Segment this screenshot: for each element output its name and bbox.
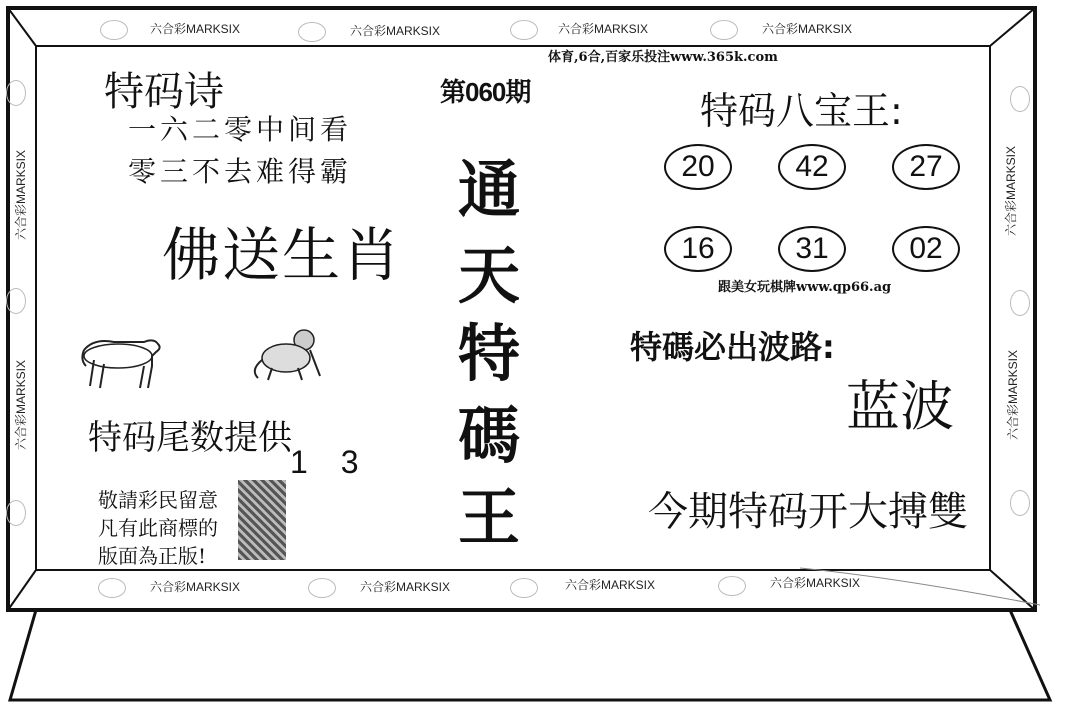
watermark-oval [308, 578, 336, 598]
watermark-bottom-4: 六合彩MARKSIX [770, 576, 861, 590]
number-ball: 27 [892, 144, 960, 190]
watermark-oval [510, 20, 538, 40]
number-ball: 16 [664, 226, 732, 272]
mid-ad: 跟美女玩棋牌www.qp66.ag [718, 280, 892, 295]
watermark-right-1: 六合彩MARKSIX [1004, 145, 1018, 236]
eight-treasure-title: 特码八宝王: [700, 89, 903, 133]
notice-line-3: 版面為正版! [98, 544, 207, 568]
buddha-zodiac-text: 佛送生肖 [162, 221, 403, 289]
center-char-3: 特 [458, 317, 521, 390]
watermark-top-2: 六合彩MARKSIX [350, 24, 441, 38]
trademark-logo [238, 480, 286, 560]
poem-line-1: 一六二零中间看 [128, 113, 353, 146]
watermark-oval [718, 576, 746, 596]
watermark-bottom-2: 六合彩MARKSIX [360, 580, 451, 594]
center-char-1: 通 [458, 153, 521, 226]
poem-title: 特码诗 [104, 69, 224, 115]
center-char-4: 碼 [458, 399, 521, 472]
slogan: 今期特码开大搏雙 [648, 489, 968, 535]
notice-line-2: 凡有此商標的 [98, 516, 218, 540]
poem-line-2: 零三不去难得霸 [128, 155, 353, 188]
watermark-oval [710, 20, 738, 40]
watermark-oval [6, 288, 26, 314]
number-ball: 31 [778, 226, 846, 272]
watermark-oval [1010, 490, 1030, 516]
watermark-right-2: 六合彩MARKSIX [1006, 349, 1020, 440]
watermark-oval [6, 500, 26, 526]
watermark-top-1: 六合彩MARKSIX [150, 22, 241, 36]
watermark-left-2: 六合彩MARKSIX [14, 359, 28, 450]
number-ball: 42 [778, 144, 846, 190]
watermark-oval [510, 578, 538, 598]
monkey-icon [248, 324, 328, 382]
center-char-2: 天 [458, 239, 521, 312]
wave-label: 特碼必出波路: [630, 328, 835, 366]
number-ball: 20 [664, 144, 732, 190]
notice-line-1: 敬請彩民留意 [98, 488, 218, 512]
wave-value: 蓝波 [846, 375, 954, 438]
watermark-oval [1010, 290, 1030, 316]
center-char-5: 王 [458, 481, 521, 554]
tail-number-label: 特码尾数提供 [88, 418, 292, 458]
watermark-oval [6, 80, 26, 106]
watermark-left-1: 六合彩MARKSIX [14, 149, 28, 240]
watermark-oval [100, 20, 128, 40]
ox-icon [74, 330, 164, 392]
watermark-bottom-3: 六合彩MARKSIX [565, 578, 656, 592]
issue-number: 第060期 [440, 77, 531, 107]
watermark-oval [298, 22, 326, 42]
watermark-oval [1010, 86, 1030, 112]
header-ad: 体育,6合,百家乐投注www.365k.com [548, 50, 778, 65]
watermark-oval [98, 578, 126, 598]
watermark-bottom-1: 六合彩MARKSIX [150, 580, 241, 594]
tail-number-value: 1 3 [290, 444, 371, 480]
watermark-top-4: 六合彩MARKSIX [762, 22, 853, 36]
watermark-top-3: 六合彩MARKSIX [558, 22, 649, 36]
number-ball: 02 [892, 226, 960, 272]
